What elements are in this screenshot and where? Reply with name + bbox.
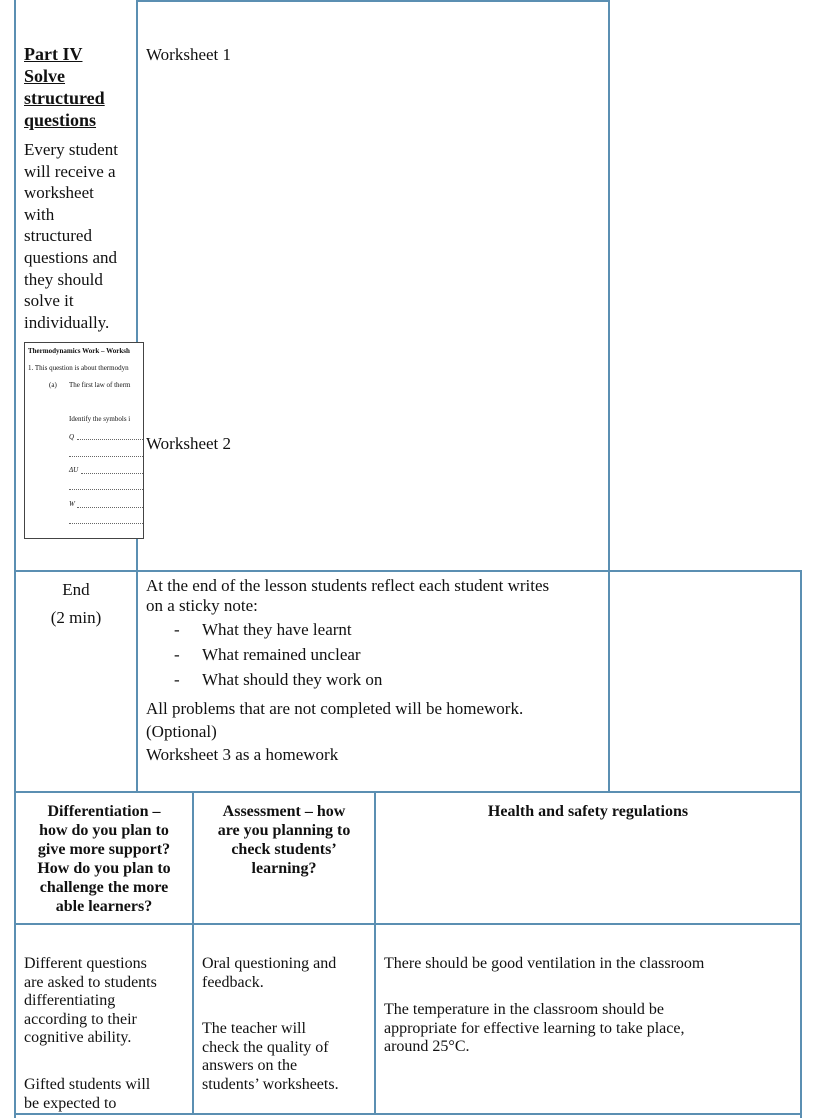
worksheet-2-label: Worksheet 2 — [146, 434, 232, 453]
table-border — [14, 570, 802, 572]
part4-description — [24, 139, 118, 333]
health-paragraph-1: There should be good ventilation in the classroom — [384, 955, 705, 972]
part4-desc-line: they should — [24, 269, 103, 289]
thumbnail-title: Thermodynamics Work – Worksh — [28, 347, 130, 355]
assessment-header — [194, 802, 374, 878]
differentiation-content-2 — [24, 1076, 150, 1113]
header-line: how do you plan to — [39, 822, 169, 839]
thumbnail-answer-line — [77, 507, 144, 508]
list-item-text: What they have learnt — [202, 620, 352, 639]
optional-line: (Optional) — [146, 722, 217, 741]
part4-desc-line: with — [24, 204, 55, 224]
part4-title-line: questions — [24, 110, 97, 130]
thumbnail-symbol-w: W — [69, 500, 75, 508]
thumbnail-answer-line — [69, 523, 144, 524]
thumbnail-identify: Identify the symbols i — [69, 415, 131, 423]
header-line: able learners? — [55, 898, 153, 915]
assessment-content-2 — [202, 1020, 339, 1094]
header-line: give more support? — [37, 841, 171, 858]
content-line: cognitive ability. — [24, 1029, 132, 1046]
content-line: check the quality of — [202, 1038, 329, 1056]
content-line: appropriate for effective learning to take place, — [384, 1019, 685, 1037]
health-paragraph-2 — [384, 1001, 684, 1057]
thumbnail-symbol-du: ΔU — [69, 466, 79, 474]
differentiation-content — [24, 955, 157, 1048]
content-line: around 25°C. — [384, 1038, 470, 1055]
content-line: Oral questioning and — [202, 955, 337, 972]
thumbnail-answer-line — [81, 473, 144, 474]
table-border — [374, 793, 376, 1115]
part4-desc-line: Every student — [24, 140, 118, 159]
content-line: feedback. — [202, 973, 264, 991]
end-intro-line: At the end of the lesson students reflect each student writes — [146, 576, 550, 595]
health-header: Health and safety regulations — [487, 803, 689, 820]
content-line: students’ worksheets. — [202, 1075, 339, 1093]
table-border — [800, 570, 802, 1118]
thumbnail-answer-line — [69, 489, 144, 490]
header-line: challenge the more — [39, 879, 169, 896]
worksheet-1-label: Worksheet 1 — [146, 45, 232, 64]
differentiation-header — [16, 802, 192, 916]
end-duration: (2 min) — [50, 608, 102, 627]
table-border — [14, 791, 802, 793]
worksheet-thumbnail — [24, 342, 144, 539]
table-border — [136, 0, 610, 2]
header-line: are you planning to — [217, 822, 351, 839]
thumbnail-question: 1. This question is about thermodyn — [28, 364, 129, 372]
table-border — [14, 0, 16, 1118]
content-line: according to their — [24, 1010, 137, 1028]
header-line: learning? — [251, 860, 317, 877]
content-line: differentiating — [24, 992, 116, 1009]
thumbnail-answer-line — [69, 456, 144, 457]
content-line: answers on the — [202, 1057, 298, 1074]
homework-line: All problems that are not completed will be homework. — [146, 699, 524, 718]
part4-desc-line: questions and — [24, 247, 118, 267]
table-border — [608, 0, 610, 793]
content-line: be expected to — [24, 1094, 117, 1112]
thumbnail-part-label: (a) — [49, 381, 57, 389]
content-line: Different questions — [24, 955, 147, 972]
part4-title — [24, 43, 105, 131]
worksheet-3-line: Worksheet 3 as a homework — [146, 745, 339, 764]
thumbnail-part-text: The first law of therm — [69, 381, 131, 389]
part4-desc-line: worksheet — [24, 183, 94, 203]
header-line: check students’ — [231, 841, 337, 858]
list-item-text: What should they work on — [202, 670, 383, 689]
content-line: Gifted students will — [24, 1076, 151, 1093]
end-homework-text — [146, 697, 523, 766]
end-label: End — [62, 580, 90, 599]
header-line: How do you plan to — [37, 860, 171, 877]
table-border — [14, 1113, 802, 1115]
part4-title-line: Part IV — [24, 44, 83, 64]
part4-desc-line: solve it — [24, 291, 74, 311]
end-intro-line: on a sticky note: — [146, 596, 258, 615]
part4-title-line: structured — [24, 88, 105, 108]
assessment-content — [202, 955, 336, 992]
content-line: The temperature in the classroom should be — [384, 1001, 664, 1018]
content-line: are asked to students — [24, 973, 157, 991]
thumbnail-symbol-q: Q — [69, 433, 75, 441]
part4-desc-line: will receive a — [24, 161, 116, 181]
part4-title-line: Solve — [24, 66, 66, 86]
thumbnail-answer-line — [77, 439, 144, 440]
part4-desc-line: individually. — [24, 312, 110, 332]
content-line: The teacher will — [202, 1020, 306, 1037]
end-intro — [146, 576, 549, 616]
header-line: Differentiation – — [47, 803, 161, 820]
header-line: Assessment – how — [222, 803, 346, 820]
list-item-text: What remained unclear — [202, 645, 361, 664]
part4-desc-line: structured — [24, 226, 92, 246]
table-border — [14, 923, 802, 925]
